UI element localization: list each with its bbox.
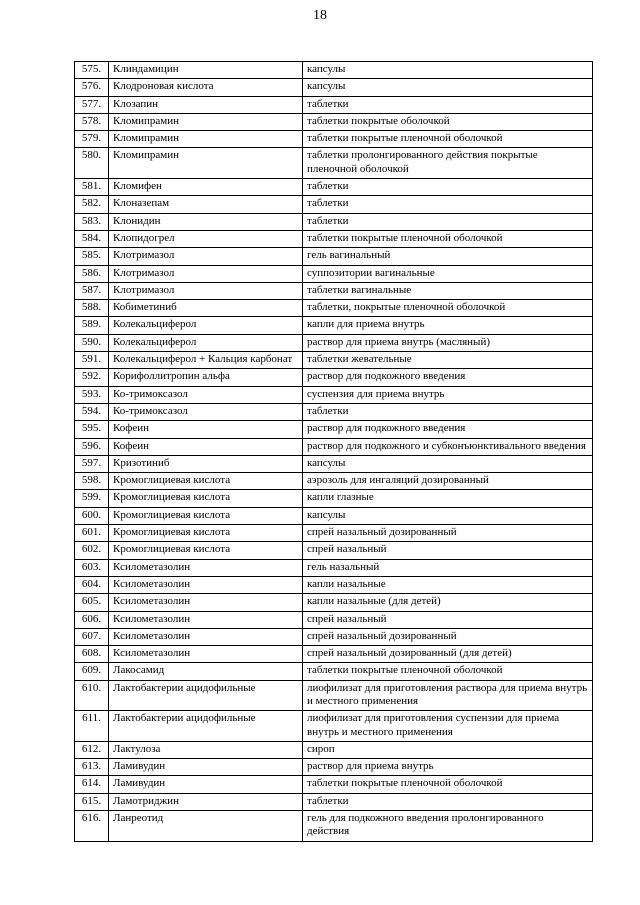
row-number: 594. xyxy=(75,403,109,420)
row-number: 591. xyxy=(75,352,109,369)
dosage-form: таблетки xyxy=(303,196,593,213)
drug-name: Клодроновая кислота xyxy=(109,79,303,96)
drug-name: Клотримазол xyxy=(109,248,303,265)
table-row xyxy=(75,759,593,776)
row-number: 596. xyxy=(75,438,109,455)
table-row xyxy=(75,628,593,645)
table-row xyxy=(75,507,593,524)
table-row xyxy=(75,317,593,334)
drug-name: Кофеин xyxy=(109,438,303,455)
table-row xyxy=(75,741,593,758)
row-number: 579. xyxy=(75,131,109,148)
row-number: 576. xyxy=(75,79,109,96)
drug-name: Клиндамицин xyxy=(109,62,303,79)
table-row xyxy=(75,230,593,247)
table-row xyxy=(75,386,593,403)
dosage-form: спрей назальный xyxy=(303,542,593,559)
row-number: 587. xyxy=(75,282,109,299)
table-row xyxy=(75,473,593,490)
table-row xyxy=(75,369,593,386)
row-number: 608. xyxy=(75,646,109,663)
table-row xyxy=(75,793,593,810)
drug-name: Кобиметиниб xyxy=(109,300,303,317)
dosage-form: суппозитории вагинальные xyxy=(303,265,593,282)
dosage-form: спрей назальный дозированный xyxy=(303,628,593,645)
dosage-form: капли глазные xyxy=(303,490,593,507)
drug-name: Ламотриджин xyxy=(109,793,303,810)
drug-name: Кромоглициевая кислота xyxy=(109,507,303,524)
drug-name: Клоназепам xyxy=(109,196,303,213)
dosage-form: сироп xyxy=(303,741,593,758)
row-number: 602. xyxy=(75,542,109,559)
dosage-form: спрей назальный дозированный xyxy=(303,525,593,542)
row-number: 586. xyxy=(75,265,109,282)
row-number: 583. xyxy=(75,213,109,230)
dosage-form: раствор для подкожного введения xyxy=(303,369,593,386)
dosage-form: раствор для подкожного введения xyxy=(303,421,593,438)
dosage-form: гель назальный xyxy=(303,559,593,576)
row-number: 577. xyxy=(75,96,109,113)
row-number: 613. xyxy=(75,759,109,776)
row-number: 593. xyxy=(75,386,109,403)
dosage-form: капли назальные (для детей) xyxy=(303,594,593,611)
drug-name: Ламивудин xyxy=(109,776,303,793)
dosage-form: лиофилизат для приготовления суспензии для приема внутрь и местного применения xyxy=(303,711,593,742)
drug-name: Клотримазол xyxy=(109,282,303,299)
dosage-form: раствор для подкожного и субконъюнктивального введения xyxy=(303,438,593,455)
table-row xyxy=(75,179,593,196)
drug-name: Ксилометазолин xyxy=(109,628,303,645)
dosage-form: таблетки вагинальные xyxy=(303,282,593,299)
dosage-form: спрей назальный дозированный (для детей) xyxy=(303,646,593,663)
drug-name: Клотримазол xyxy=(109,265,303,282)
dosage-form: таблетки xyxy=(303,403,593,420)
row-number: 606. xyxy=(75,611,109,628)
table-row xyxy=(75,525,593,542)
row-number: 582. xyxy=(75,196,109,213)
table-row xyxy=(75,79,593,96)
table-row xyxy=(75,213,593,230)
drug-name: Кромоглициевая кислота xyxy=(109,473,303,490)
row-number: 610. xyxy=(75,680,109,711)
table-row xyxy=(75,680,593,711)
drug-name: Лактобактерии ацидофильные xyxy=(109,711,303,742)
drug-name: Кризотиниб xyxy=(109,455,303,472)
row-number: 609. xyxy=(75,663,109,680)
table-row xyxy=(75,542,593,559)
drug-name: Колекальциферол xyxy=(109,317,303,334)
drug-name: Ксилометазолин xyxy=(109,594,303,611)
drug-name: Корифоллитропин альфа xyxy=(109,369,303,386)
row-number: 581. xyxy=(75,179,109,196)
row-number: 592. xyxy=(75,369,109,386)
dosage-form: таблетки xyxy=(303,96,593,113)
table-row xyxy=(75,403,593,420)
drug-name: Лакосамид xyxy=(109,663,303,680)
dosage-form: раствор для приема внутрь (масляный) xyxy=(303,334,593,351)
drug-name: Кофеин xyxy=(109,421,303,438)
dosage-form: капли для приема внутрь xyxy=(303,317,593,334)
drug-name: Лактулоза xyxy=(109,741,303,758)
row-number: 616. xyxy=(75,811,109,842)
table-row xyxy=(75,300,593,317)
dosage-form: капсулы xyxy=(303,79,593,96)
drug-name: Ко-тримоксазол xyxy=(109,386,303,403)
row-number: 607. xyxy=(75,628,109,645)
row-number: 578. xyxy=(75,113,109,130)
drug-name: Кромоглициевая кислота xyxy=(109,542,303,559)
dosage-form: капсулы xyxy=(303,507,593,524)
table-row xyxy=(75,196,593,213)
drug-name: Кломипрамин xyxy=(109,148,303,179)
drug-name: Кромоглициевая кислота xyxy=(109,490,303,507)
table-row xyxy=(75,265,593,282)
dosage-form: раствор для приема внутрь xyxy=(303,759,593,776)
drug-name: Ксилометазолин xyxy=(109,559,303,576)
table-row xyxy=(75,113,593,130)
table-row xyxy=(75,455,593,472)
row-number: 612. xyxy=(75,741,109,758)
row-number: 584. xyxy=(75,230,109,247)
drug-name: Колекальциферол + Кальция карбонат xyxy=(109,352,303,369)
dosage-form: таблетки пролонгированного действия покрытые пленочной оболочкой xyxy=(303,148,593,179)
drug-name: Ламивудин xyxy=(109,759,303,776)
row-number: 598. xyxy=(75,473,109,490)
table-row xyxy=(75,282,593,299)
dosage-form: суспензия для приема внутрь xyxy=(303,386,593,403)
table-row xyxy=(75,663,593,680)
drug-table xyxy=(74,61,593,842)
dosage-form: таблетки покрытые пленочной оболочкой xyxy=(303,776,593,793)
dosage-form: капли назальные xyxy=(303,576,593,593)
drug-name: Лактобактерии ацидофильные xyxy=(109,680,303,711)
table-row xyxy=(75,248,593,265)
dosage-form: таблетки xyxy=(303,213,593,230)
row-number: 595. xyxy=(75,421,109,438)
dosage-form: гель для подкожного введения пролонгированного действия xyxy=(303,811,593,842)
row-number: 597. xyxy=(75,455,109,472)
dosage-form: капсулы xyxy=(303,455,593,472)
drug-name: Клонидин xyxy=(109,213,303,230)
page-number: 18 xyxy=(313,8,327,23)
row-number: 575. xyxy=(75,62,109,79)
table-row xyxy=(75,438,593,455)
dosage-form: таблетки xyxy=(303,793,593,810)
row-number: 604. xyxy=(75,576,109,593)
drug-name: Клозапин xyxy=(109,96,303,113)
row-number: 611. xyxy=(75,711,109,742)
drug-name: Ксилометазолин xyxy=(109,646,303,663)
row-number: 605. xyxy=(75,594,109,611)
table-row xyxy=(75,594,593,611)
drug-name: Ксилометазолин xyxy=(109,576,303,593)
dosage-form: таблетки жевательные xyxy=(303,352,593,369)
table-row xyxy=(75,131,593,148)
dosage-form: капсулы xyxy=(303,62,593,79)
drug-name: Ксилометазолин xyxy=(109,611,303,628)
table-row xyxy=(75,96,593,113)
dosage-form: лиофилизат для приготовления раствора для приема внутрь и местного применения xyxy=(303,680,593,711)
dosage-form: таблетки покрытые оболочкой xyxy=(303,113,593,130)
row-number: 589. xyxy=(75,317,109,334)
table-row xyxy=(75,148,593,179)
drug-table-body xyxy=(75,62,593,842)
drug-name: Кломифен xyxy=(109,179,303,196)
row-number: 590. xyxy=(75,334,109,351)
drug-name: Кломипрамин xyxy=(109,113,303,130)
drug-name: Кромоглициевая кислота xyxy=(109,525,303,542)
dosage-form: таблетки покрытые пленочной оболочкой xyxy=(303,131,593,148)
table-row xyxy=(75,711,593,742)
dosage-form: спрей назальный xyxy=(303,611,593,628)
table-row xyxy=(75,811,593,842)
row-number: 614. xyxy=(75,776,109,793)
drug-name: Ланреотид xyxy=(109,811,303,842)
dosage-form: таблетки покрытые пленочной оболочкой xyxy=(303,663,593,680)
table-row xyxy=(75,421,593,438)
row-number: 601. xyxy=(75,525,109,542)
drug-name: Клопидогрел xyxy=(109,230,303,247)
drug-name: Колекальциферол xyxy=(109,334,303,351)
row-number: 603. xyxy=(75,559,109,576)
dosage-form: таблетки xyxy=(303,179,593,196)
table-row xyxy=(75,646,593,663)
row-number: 588. xyxy=(75,300,109,317)
row-number: 600. xyxy=(75,507,109,524)
row-number: 580. xyxy=(75,148,109,179)
drug-name: Ко-тримоксазол xyxy=(109,403,303,420)
table-row xyxy=(75,62,593,79)
row-number: 615. xyxy=(75,793,109,810)
table-row xyxy=(75,576,593,593)
table-row xyxy=(75,559,593,576)
dosage-form: таблетки, покрытые пленочной оболочкой xyxy=(303,300,593,317)
dosage-form: гель вагинальный xyxy=(303,248,593,265)
table-row xyxy=(75,490,593,507)
table-row xyxy=(75,334,593,351)
table-row xyxy=(75,776,593,793)
row-number: 599. xyxy=(75,490,109,507)
table-row xyxy=(75,611,593,628)
row-number: 585. xyxy=(75,248,109,265)
dosage-form: таблетки покрытые пленочной оболочкой xyxy=(303,230,593,247)
drug-name: Кломипрамин xyxy=(109,131,303,148)
table-row xyxy=(75,352,593,369)
dosage-form: аэрозоль для ингаляций дозированный xyxy=(303,473,593,490)
